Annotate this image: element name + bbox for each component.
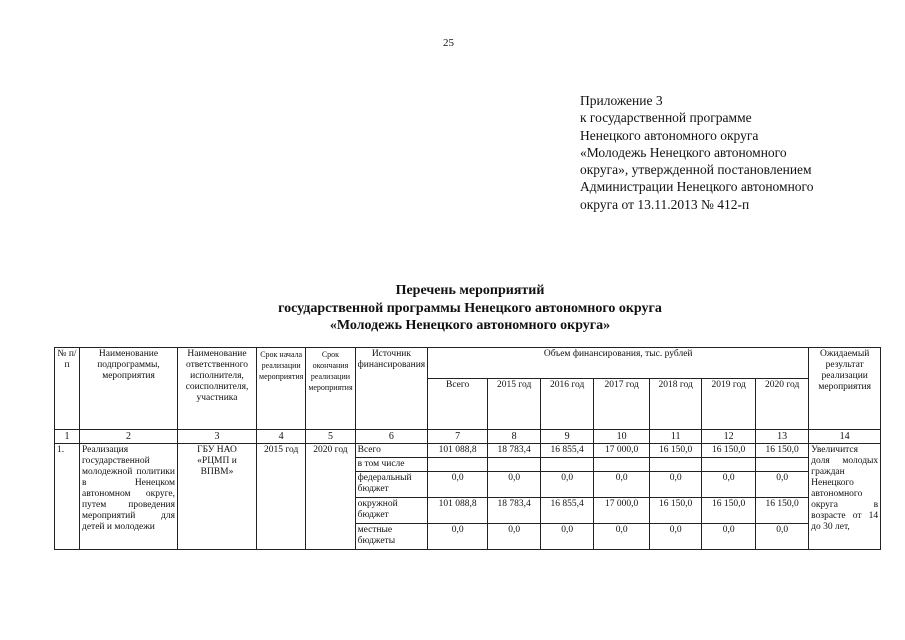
header-year: 2016 год xyxy=(541,379,594,430)
appendix-line: «Молодежь Ненецкого автономного xyxy=(580,144,787,160)
page-number: 25 xyxy=(443,37,454,49)
source-cell: Всего xyxy=(355,444,428,458)
item-num: 1. xyxy=(55,444,80,550)
column-number: 3 xyxy=(178,430,257,444)
column-number: 12 xyxy=(702,430,756,444)
header-year: 2020 год xyxy=(756,379,809,430)
value-cell: 0,0 xyxy=(650,524,702,550)
value-cell: 16 150,0 xyxy=(650,444,702,458)
value-cell: 0,0 xyxy=(650,472,702,498)
activities-table xyxy=(54,347,881,550)
value-cell: 0,0 xyxy=(594,472,650,498)
value-cell xyxy=(541,458,594,472)
table-row xyxy=(55,444,881,458)
value-cell: 18 783,4 xyxy=(488,498,541,524)
column-number: 2 xyxy=(80,430,178,444)
item-start: 2015 год xyxy=(257,444,306,550)
column-number: 4 xyxy=(257,430,306,444)
document-title xyxy=(200,282,740,335)
value-cell: 101 088,8 xyxy=(428,498,488,524)
column-number: 13 xyxy=(756,430,809,444)
item-result: Увеличится доля молодых граждан Ненецкого автономного округа в возрасте от 14 до 30 лет, xyxy=(809,444,881,550)
value-cell: 0,0 xyxy=(756,524,809,550)
appendix-line: Ненецкого автономного округа xyxy=(580,127,759,143)
item-end: 2020 год xyxy=(306,444,355,550)
column-number: 8 xyxy=(488,430,541,444)
value-cell: 0,0 xyxy=(541,524,594,550)
value-cell xyxy=(702,458,756,472)
value-cell: 16 855,4 xyxy=(541,444,594,458)
item-name: Реализация государственной молодежной политики в Ненецком автономном округе, путем проведения мероприятий для детей и молодежи xyxy=(80,444,178,550)
title-line: государственной программы Ненецкого автономного округа xyxy=(278,300,662,316)
value-cell: 0,0 xyxy=(702,472,756,498)
value-cell: 16 150,0 xyxy=(756,444,809,458)
header-total: Всего xyxy=(428,379,488,430)
value-cell xyxy=(594,458,650,472)
column-number: 7 xyxy=(428,430,488,444)
value-cell: 0,0 xyxy=(428,524,488,550)
header-source: Источник финансирования xyxy=(355,348,428,430)
value-cell: 17 000,0 xyxy=(594,498,650,524)
title-line: «Молодежь Ненецкого автономного округа» xyxy=(329,318,611,333)
header-year: 2015 год xyxy=(488,379,541,430)
header-funding-group: Объем финансирования, тыс. рублей xyxy=(428,348,809,379)
appendix-line: к государственной программе xyxy=(580,110,752,126)
value-cell: 0,0 xyxy=(488,524,541,550)
value-cell: 0,0 xyxy=(488,472,541,498)
value-cell: 16 150,0 xyxy=(702,498,756,524)
value-cell xyxy=(428,458,488,472)
source-cell: федеральный бюджет xyxy=(355,472,428,498)
column-number: 1 xyxy=(55,430,80,444)
value-cell: 16 855,4 xyxy=(541,498,594,524)
column-number: 11 xyxy=(650,430,702,444)
header-responsible: Наименование ответственного исполнителя, соисполнителя, участника xyxy=(178,348,257,430)
header-end: Срок окончания реализации мероприятия xyxy=(306,348,355,430)
value-cell: 0,0 xyxy=(541,472,594,498)
value-cell: 18 783,4 xyxy=(488,444,541,458)
value-cell: 16 150,0 xyxy=(702,444,756,458)
column-number: 14 xyxy=(809,430,881,444)
column-number: 5 xyxy=(306,430,355,444)
value-cell xyxy=(650,458,702,472)
header-name: Наименование подпрограммы, мероприятия xyxy=(80,348,178,430)
appendix-line: Администрации Ненецкого автономного xyxy=(580,179,814,195)
value-cell: 16 150,0 xyxy=(756,498,809,524)
value-cell: 16 150,0 xyxy=(650,498,702,524)
value-cell: 0,0 xyxy=(702,524,756,550)
header-result: Ожидаемый результат реализации мероприятия xyxy=(809,348,881,430)
column-number: 6 xyxy=(355,430,428,444)
header-year: 2018 год xyxy=(650,379,702,430)
source-cell: в том числе xyxy=(355,458,428,472)
appendix-line: Приложение 3 xyxy=(580,93,663,108)
value-cell xyxy=(756,458,809,472)
column-number: 9 xyxy=(541,430,594,444)
source-cell: местные бюджеты xyxy=(355,524,428,550)
value-cell: 0,0 xyxy=(756,472,809,498)
header-num: № п/п xyxy=(55,348,80,430)
header-year: 2019 год xyxy=(702,379,756,430)
item-responsible: ГБУ НАО «РЦМП и ВПВМ» xyxy=(178,444,257,550)
header-start: Срок начала реализации мероприятия xyxy=(257,348,306,430)
source-cell: окружной бюджет xyxy=(355,498,428,524)
value-cell xyxy=(488,458,541,472)
column-number: 10 xyxy=(594,430,650,444)
title-line: Перечень мероприятий xyxy=(395,283,545,298)
appendix-line: округа», утвержденной постановлением xyxy=(580,162,812,178)
appendix-line: округа от 13.11.2013 № 412-п xyxy=(580,196,750,212)
value-cell: 101 088,8 xyxy=(428,444,488,458)
value-cell: 17 000,0 xyxy=(594,444,650,458)
header-year: 2017 год xyxy=(594,379,650,430)
appendix-block xyxy=(580,92,814,213)
value-cell: 0,0 xyxy=(594,524,650,550)
value-cell: 0,0 xyxy=(428,472,488,498)
